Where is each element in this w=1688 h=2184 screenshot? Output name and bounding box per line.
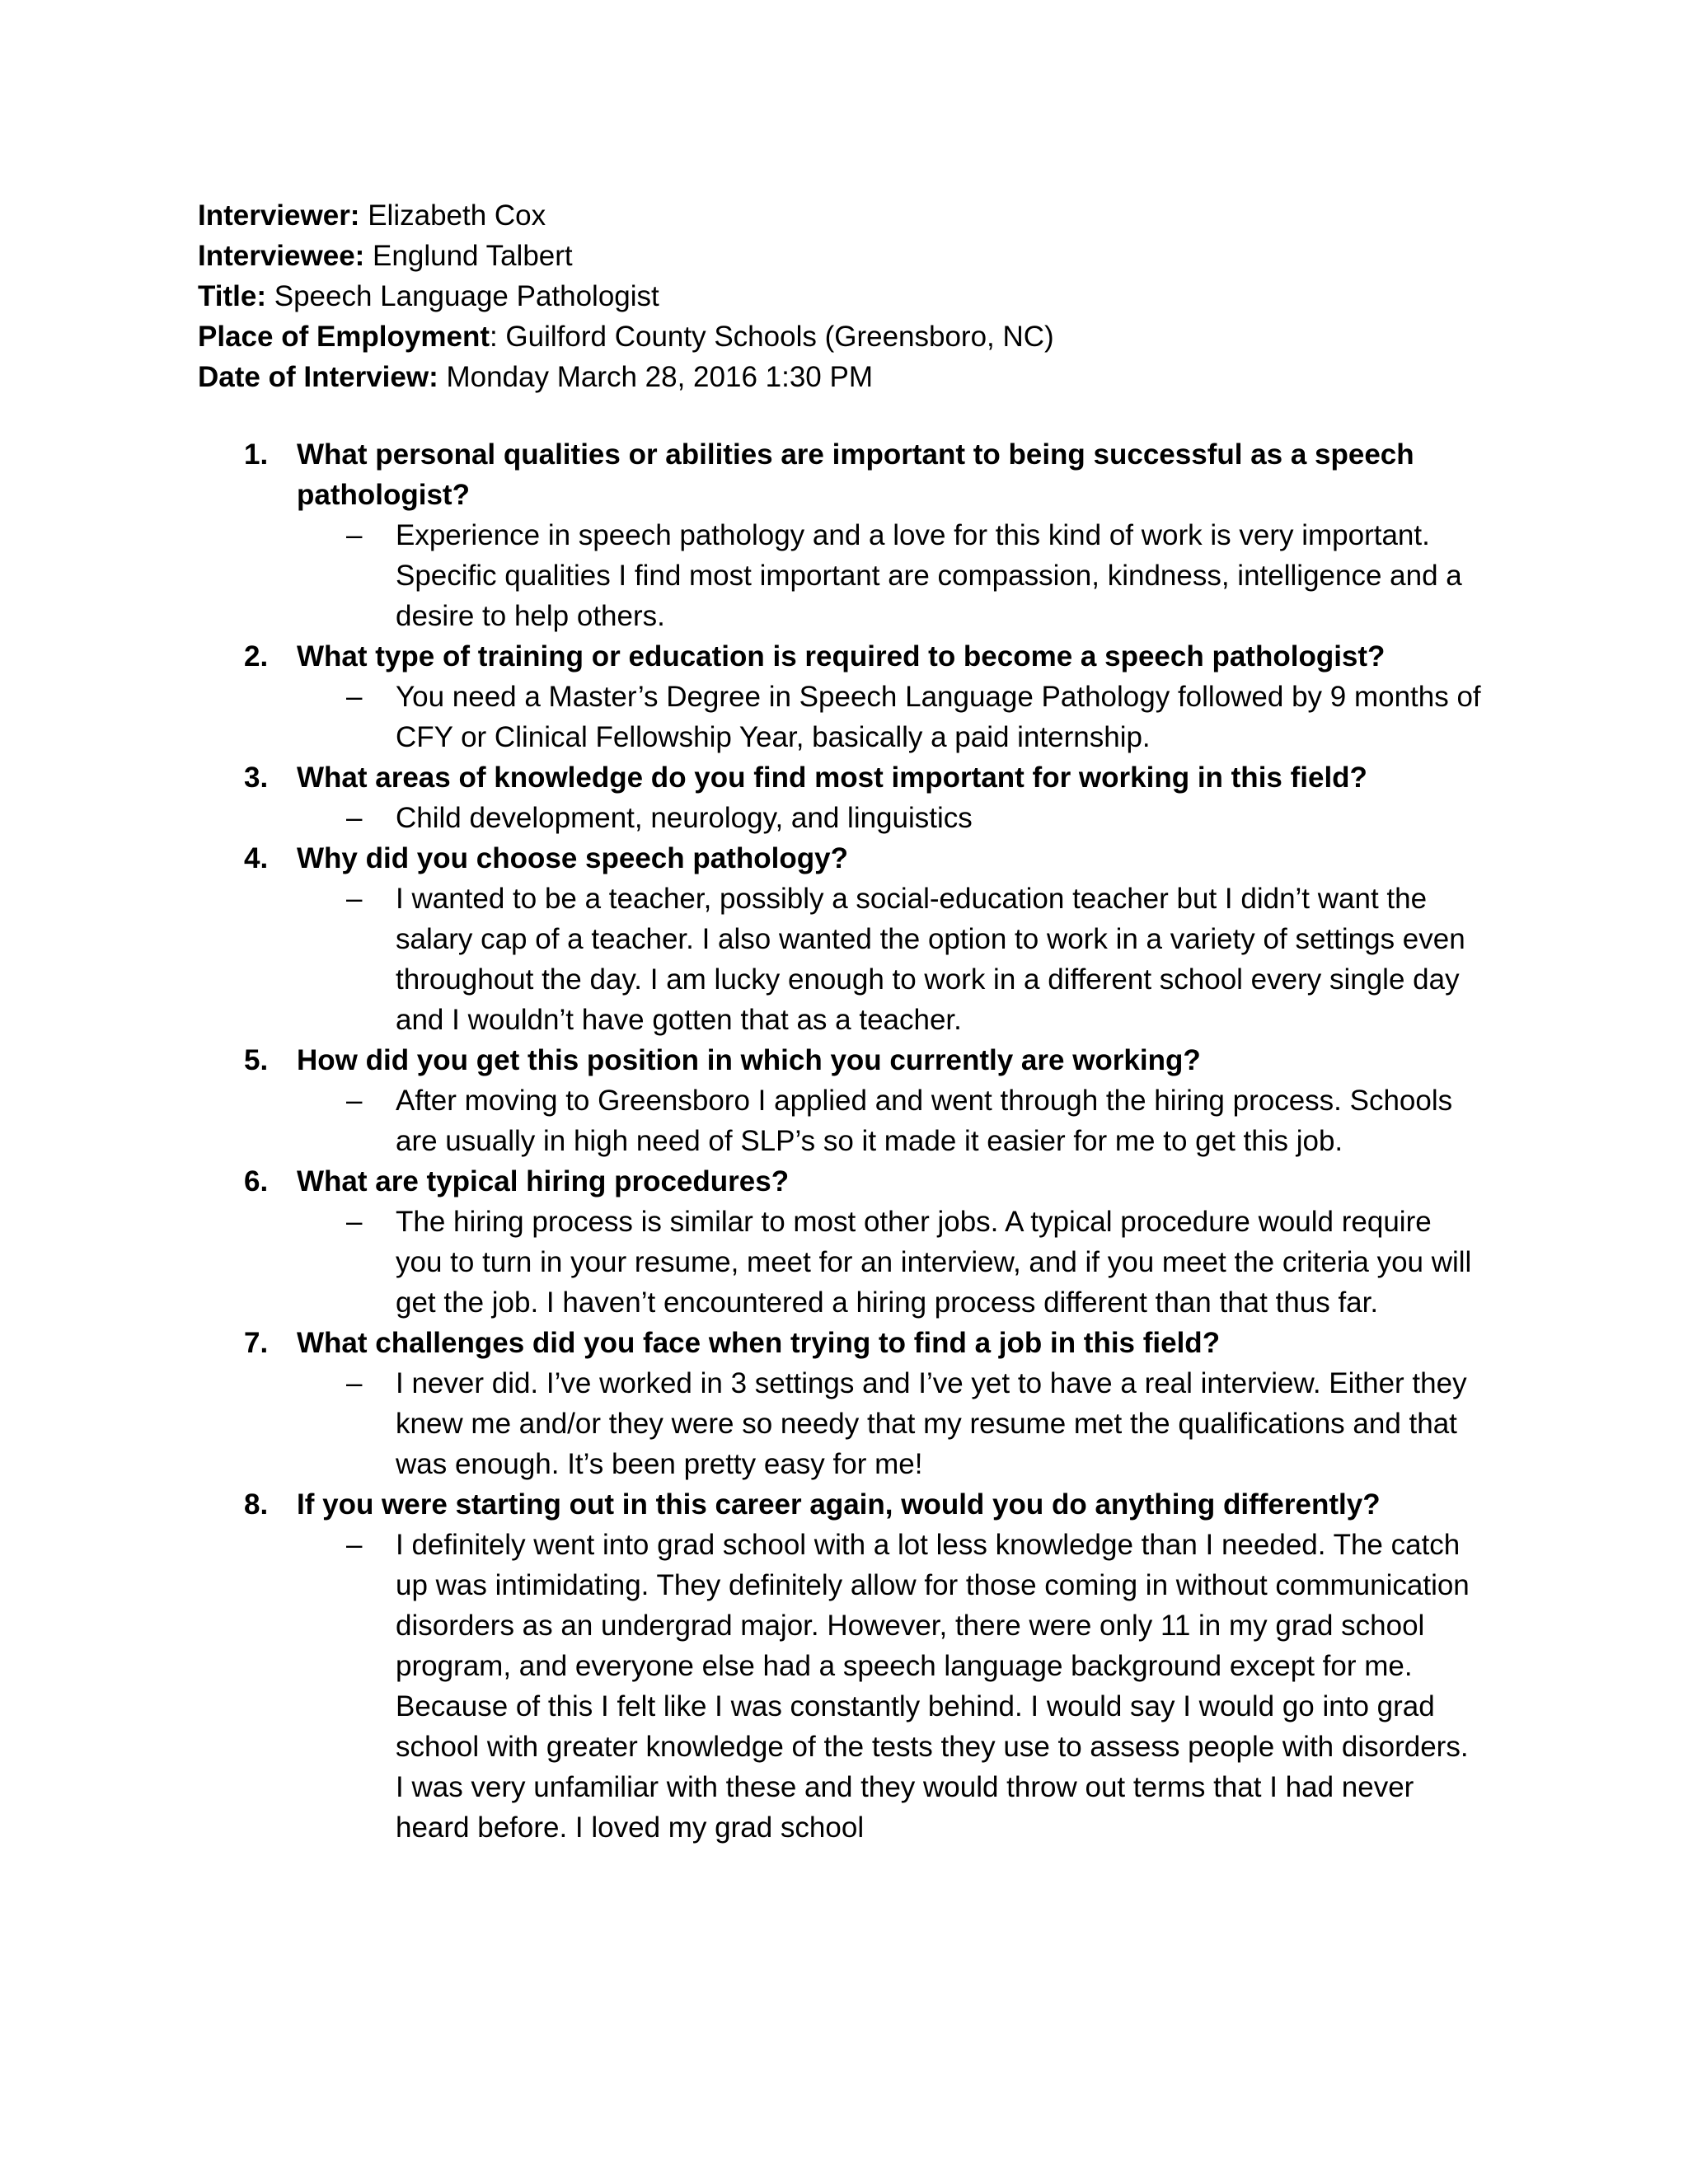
question-label: What challenges did you face when trying to find a job in this field? xyxy=(297,1327,1221,1359)
answer-label: I definitely went into grad school with a lot less knowledge than I needed. The catch up was intimidating. They definitely allow for those coming in without communication disorders as an undergrad major. However, there were only 11 in my grad school program, and everyone else had a speech language background except for me. Because of this I felt like I was constantly behind. I would say I would go into grad school with greater knowledge of the tests they use to assess people with disorders. I was very unfamiliar with these and they would throw out terms that I had never heard before. I loved my grad school xyxy=(396,1529,1470,1844)
date-label: Date of Interview: xyxy=(198,361,438,393)
answer-text xyxy=(198,798,1484,838)
question-item xyxy=(198,1323,1517,1484)
question-text xyxy=(198,1323,1517,1363)
question-text xyxy=(198,838,1517,879)
question-label: What type of training or education is required to become a speech pathologist? xyxy=(297,640,1386,673)
dash-bullet-icon: – xyxy=(346,1367,363,1399)
answer-text xyxy=(198,515,1484,636)
question-number: 4. xyxy=(244,842,269,874)
answer-label: After moving to Greensboro I applied and went through the hiring process. Schools are usually in high need of SLP’s so it made it easier for me to get this job. xyxy=(396,1085,1453,1157)
interviewee-line xyxy=(198,236,1558,276)
interview-header xyxy=(198,195,1558,397)
answer-label: The hiring process is similar to most other jobs. A typical procedure would require you to turn in your resume, meet for an interview, and if you meet the criteria you will get the job. I haven’t encountered a hiring process different than that thus far. xyxy=(396,1206,1472,1319)
interviewee-value: Englund Talbert xyxy=(373,240,573,272)
dash-bullet-icon: – xyxy=(346,681,363,713)
question-number: 8. xyxy=(244,1488,269,1521)
interviewer-label: Interviewer: xyxy=(198,199,360,232)
answer-label: I never did. I’ve worked in 3 settings and I’ve yet to have a real interview. Either they knew me and/or they were so needy that my resume met the qualifications and that was enough. It’s been pretty easy for me! xyxy=(396,1367,1467,1480)
question-text xyxy=(198,1484,1517,1525)
title-value: Speech Language Pathologist xyxy=(274,280,659,312)
dash-bullet-icon: – xyxy=(346,1206,363,1238)
question-item xyxy=(198,1161,1517,1323)
question-list xyxy=(198,434,1517,1848)
question-label: If you were starting out in this career again, would you do anything differently? xyxy=(297,1488,1381,1521)
question-number: 5. xyxy=(244,1044,269,1076)
question-number: 7. xyxy=(244,1327,269,1359)
question-number: 1. xyxy=(244,438,269,471)
question-item xyxy=(198,636,1517,757)
question-number: 6. xyxy=(244,1165,269,1197)
question-number: 2. xyxy=(244,640,269,673)
title-label: Title: xyxy=(198,280,266,312)
answer-text xyxy=(198,1202,1484,1323)
employment-line xyxy=(198,316,1558,357)
answer-text xyxy=(198,677,1484,757)
answer-text xyxy=(198,1525,1484,1848)
question-label: What areas of knowledge do you find most important for working in this field? xyxy=(297,762,1367,794)
question-text xyxy=(198,636,1517,677)
answer-label: I wanted to be a teacher, possibly a social-education teacher but I didn’t want the salary cap of a teacher. I also wanted the option to work in a variety of settings even throughout the day. I am lucky enough to work in a different school every single day and I wouldn’t have gotten that as a teacher. xyxy=(396,883,1465,1036)
answer-label: Experience in speech pathology and a love for this kind of work is very important. Specific qualities I find most important are compassion, kindness, intelligence and a desire to help others. xyxy=(396,519,1462,632)
title-line xyxy=(198,276,1558,316)
answer-text xyxy=(198,879,1484,1040)
question-item xyxy=(198,757,1517,838)
date-value: Monday March 28, 2016 1:30 PM xyxy=(446,361,873,393)
dash-bullet-icon: – xyxy=(346,802,363,834)
answer-label: You need a Master’s Degree in Speech Language Pathology followed by 9 months of CFY or Clinical Fellowship Year, basically a paid internship. xyxy=(396,681,1481,753)
question-text xyxy=(198,757,1517,798)
interviewer-value: Elizabeth Cox xyxy=(368,199,546,232)
question-text xyxy=(198,1161,1517,1202)
answer-text xyxy=(198,1363,1484,1484)
interviewer-line xyxy=(198,195,1558,236)
question-label: What are typical hiring procedures? xyxy=(297,1165,790,1197)
employment-label: Place of Employment xyxy=(198,321,490,353)
question-label: What personal qualities or abilities are important to being successful as a speech pathologist? xyxy=(297,438,1414,511)
question-text xyxy=(198,1040,1517,1080)
answer-text xyxy=(198,1080,1484,1161)
date-line xyxy=(198,357,1558,397)
question-item xyxy=(198,1484,1517,1848)
question-label: How did you get this position in which you currently are working? xyxy=(297,1044,1201,1076)
question-text xyxy=(198,434,1517,515)
question-label: Why did you choose speech pathology? xyxy=(297,842,848,874)
dash-bullet-icon: – xyxy=(346,519,363,551)
question-item xyxy=(198,838,1517,1040)
answer-label: Child development, neurology, and linguistics xyxy=(396,802,973,834)
dash-bullet-icon: – xyxy=(346,1085,363,1117)
question-item xyxy=(198,1040,1517,1161)
interviewee-label: Interviewee: xyxy=(198,240,365,272)
employment-value: : Guilford County Schools (Greensboro, NC) xyxy=(489,321,1054,353)
dash-bullet-icon: – xyxy=(346,1529,363,1561)
question-number: 3. xyxy=(244,762,269,794)
dash-bullet-icon: – xyxy=(346,883,363,915)
question-item xyxy=(198,434,1517,636)
